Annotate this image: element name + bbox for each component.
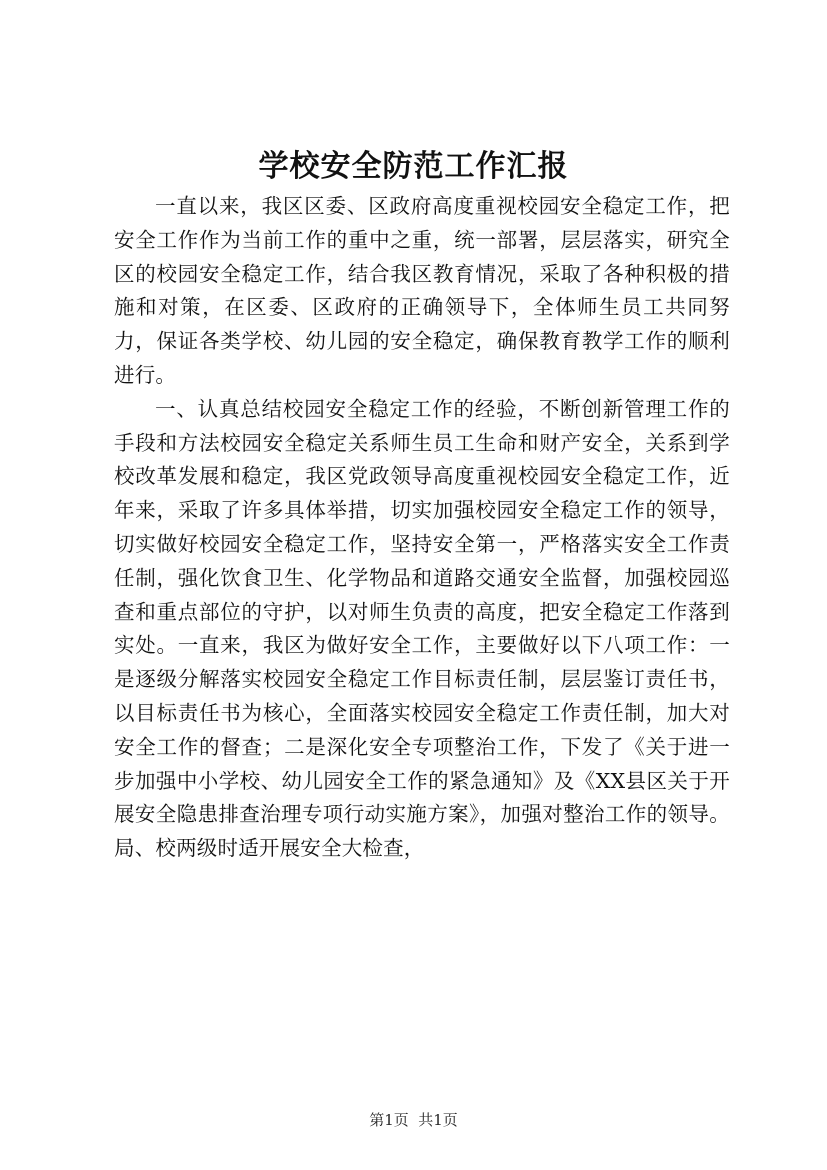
paragraph-intro: 一直以来，我区区委、区政府高度重视校园安全稳定工作，把安全工作作为当前工作的重中之重，统一部署，层层落实，研究全区的校园安全稳定工作，结合我区教育情况，采取了各种积极的措施和对策，在区委、区政府的正确领导下，全体师生员工共同努力，保证各类学校、幼儿园的安全稳定，确保教育教学工作的顺利进行。 xyxy=(114,194,730,387)
document-body xyxy=(114,190,730,866)
page-footer xyxy=(0,1110,827,1130)
paragraph-section-one: 一、认真总结校园安全稳定工作的经验，不断创新管理工作的手段和方法校园安全稳定关系师生员工生命和财产安全，关系到学校改革发展和稳定，我区党政领导高度重视校园安全稳定工作，近年来，采取了许多具体举措，切实加强校园安全稳定工作的领导，切实做好校园安全稳定工作，坚持安全第一，严格落实安全工作责任制，强化饮食卫生、化学物品和道路交通安全监督，加强校园巡查和重点部位的守护，以对师生负责的高度，把安全稳定工作落到实处。一直来，我区为做好安全工作，主要做好以下八项工作：一是逐级分解落实校园安全稳定工作目标责任制，层层鉴订责任书，以目标责任书为核心，全面落实校园安全稳定工作责任制，加大对安全工作的督查；二是深化安全专项整治工作，下发了《关于进一步加强中小学校、幼儿园安全工作的紧急通知》及《XX县区关于开展安全隐患排查治理专项行动实施方案》，加强对整治工作的领导。局、校两级时适开展安全大检查， xyxy=(114,396,730,861)
page-number-label: 第1页 共1页 xyxy=(369,1111,458,1129)
document-title: 学校安全防范工作汇报 xyxy=(258,149,569,184)
